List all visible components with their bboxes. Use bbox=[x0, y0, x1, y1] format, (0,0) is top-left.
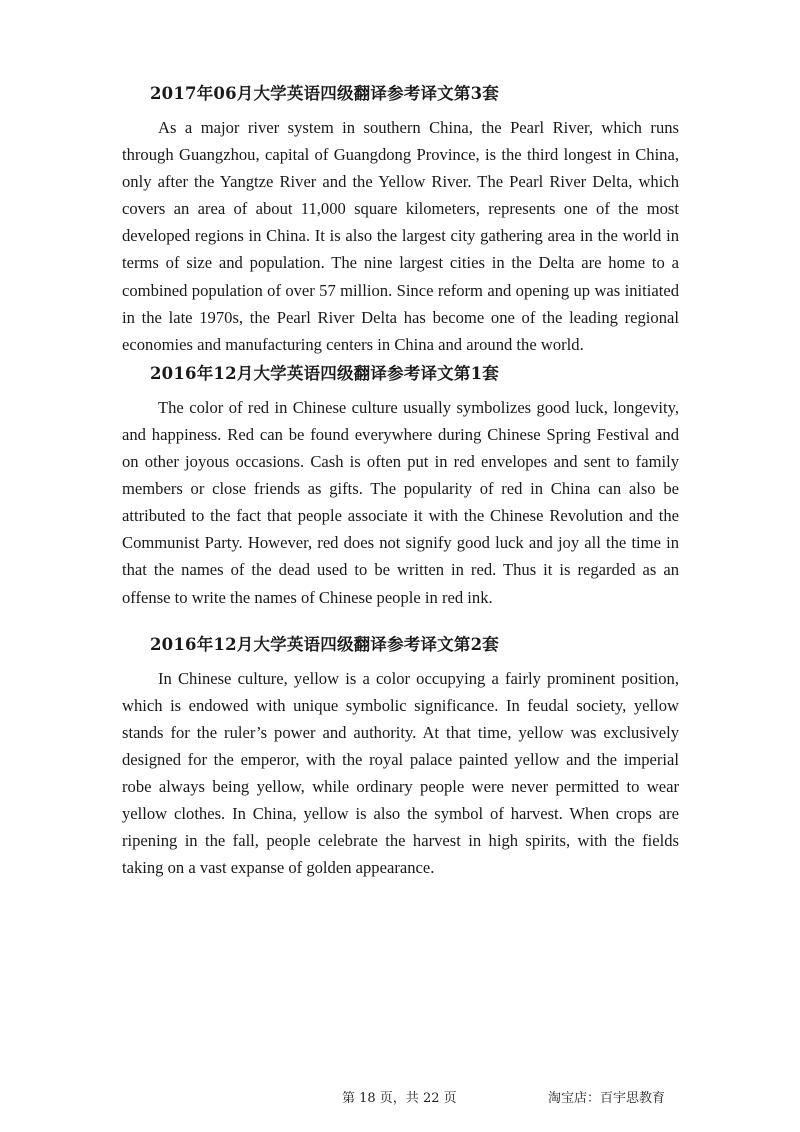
section-title: 2016年12月大学英语四级翻译参考译文第2套 bbox=[150, 634, 499, 654]
section-2016-12-set-2 bbox=[122, 633, 679, 882]
section-paragraph: As a major river system in southern China, the Pearl River, which runs through Guangzhou, capital of Guangdong Province, is the third longest in China, only after the Yangtze River and the Yellow River. The Pearl River Delta, which covers an area of about 11,000 square kilometers, represents one of the most developed regions in China. It is also the largest city gathering area in the world in terms of size and population. The nine largest cities in the Delta are home to a combined population of over 57 million. Since reform and opening up was initiated in the late 1970s, the Pearl River Delta has become one of the leading regional economies and manufacturing centers in China and around the world. bbox=[122, 118, 679, 354]
section-paragraph: The color of red in Chinese culture usually symbolizes good luck, longevity, and happiness. Red can be found everywhere during Chinese Spring Festival and on other joyous occasions. Cash is often put in red envelopes and sent to family members or close friends as gifts. The popularity of red in China can also be attributed to the fact that people associate it with the Chinese Revolution and the Communist Party. However, red does not signify good luck and joy all the time in that the names of the dead used to be written in red. Thus it is regarded as an offense to write the names of Chinese people in red ink. bbox=[122, 397, 679, 607]
page-number: 第 18 页，共 22 页 bbox=[342, 1091, 457, 1106]
section-title: 2017年06月大学英语四级翻译参考译文第3套 bbox=[150, 84, 499, 103]
section-paragraph: In Chinese culture, yellow is a color occupying a fairly prominent position, which is endowed with unique symbolic significance. In feudal society, yellow stands for the ruler’s power and authority. At that time, yellow was exclusively designed for the emperor, with the royal palace painted yellow and the imperial robe always being yellow, while ordinary people were never permitted to wear yellow clothes. In China, yellow is also the symbol of harvest. When crops are ripening in the fall, people celebrate the harvest in high spirits, with the fields taking on a vast expanse of golden appearance. bbox=[122, 668, 679, 878]
document-page bbox=[122, 82, 679, 885]
section-2016-12-set-1 bbox=[122, 362, 679, 611]
page-footer bbox=[0, 1087, 800, 1107]
shop-name: 淘宝店：百宇思教育 bbox=[548, 1091, 666, 1106]
section-2017-06-set-3 bbox=[122, 82, 679, 358]
section-title: 2016年12月大学英语四级翻译参考译文第1套 bbox=[150, 363, 499, 383]
